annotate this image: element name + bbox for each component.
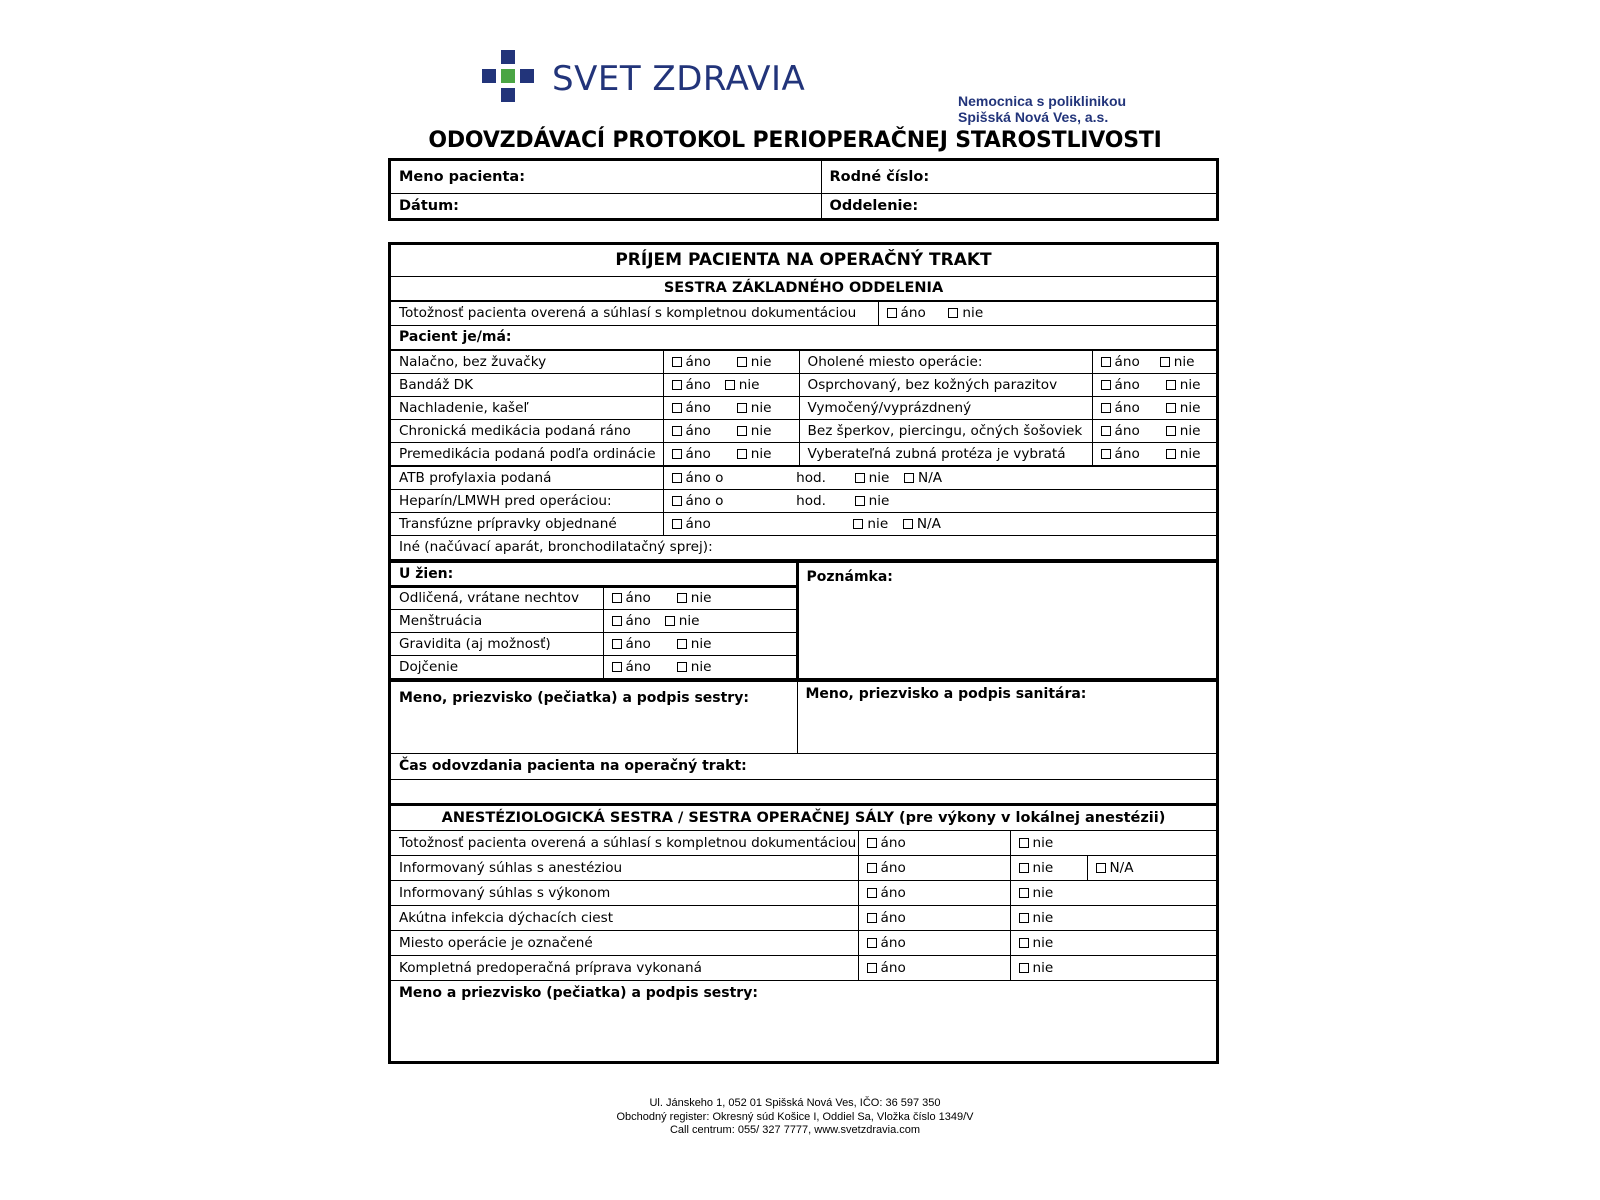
option-yes: áno [880, 910, 906, 926]
identity-yes-checkbox[interactable] [887, 308, 897, 318]
state-left-no-checkbox-5[interactable] [737, 449, 747, 459]
signature-table [391, 679, 1216, 806]
women-no-checkbox-1[interactable] [677, 593, 687, 603]
state-left-label-4: Chronická medikácia podaná ráno [391, 419, 663, 442]
women-row-options-2 [603, 609, 797, 632]
identity-no-checkbox[interactable] [948, 308, 958, 318]
state-right-label-3: Vymočený/vyprázdnený [799, 396, 1092, 419]
logo-text: SVET ZDRAVIA [552, 59, 806, 99]
anesthesia-yes-cell-1 [858, 831, 1010, 856]
atb-na-checkbox[interactable] [904, 473, 914, 483]
option-yes: áno [1114, 376, 1140, 393]
anesthesia-no-cell-1 [1010, 831, 1216, 856]
nurse-signature-label: Meno, priezvisko (pečiatka) a podpis sestry: [399, 689, 749, 706]
option-no: nie [868, 492, 890, 509]
option-yes: áno [685, 399, 711, 416]
transfusion-yes-checkbox[interactable] [672, 519, 682, 529]
department-label: Oddelenie: [829, 197, 919, 214]
option-yes: áno [880, 835, 906, 851]
state-right-label-2: Osprchovaný, bez kožných parazitov [799, 373, 1092, 396]
anesthesia-no-checkbox-3[interactable] [1019, 888, 1029, 898]
state-left-no-checkbox-1[interactable] [737, 357, 747, 367]
state-right-yes-checkbox-2[interactable] [1101, 380, 1111, 390]
atb-o-label: o [715, 469, 724, 486]
reception-title: PRÍJEM PACIENTA NA OPERAČNÝ TRAKT [391, 245, 1216, 276]
state-right-yes-checkbox-3[interactable] [1101, 403, 1111, 413]
option-no: nie [1179, 422, 1201, 439]
heparin-no-checkbox[interactable] [855, 496, 865, 506]
anesthesia-no-cell-2 [1010, 856, 1087, 881]
anesthesia-yes-checkbox-5[interactable] [867, 938, 877, 948]
reception-subtitle: SESTRA ZÁKLADNÉHO ODDELENIA [391, 276, 1216, 300]
birth-number-field[interactable] [821, 161, 1216, 193]
heparin-options [663, 489, 1216, 512]
state-right-yes-checkbox-4[interactable] [1101, 426, 1111, 436]
state-left-options-5 [663, 442, 799, 465]
option-yes: áno [625, 658, 651, 675]
women-no-checkbox-4[interactable] [677, 662, 687, 672]
state-left-no-checkbox-2[interactable] [725, 380, 735, 390]
state-left-label-5: Premedikácia podaná podľa ordinácie [391, 442, 663, 465]
identity-row-table [391, 301, 1216, 350]
birth-number-label: Rodné číslo: [829, 168, 930, 185]
option-yes: áno [1114, 353, 1140, 370]
state-left-label-3: Nachladenie, kašeľ [391, 396, 663, 419]
option-yes: áno [685, 445, 711, 462]
state-right-no-checkbox-5[interactable] [1166, 449, 1176, 459]
anesthesia-yes-checkbox-1[interactable] [867, 838, 877, 848]
state-right-yes-checkbox-5[interactable] [1101, 449, 1111, 459]
anesthesia-no-cell-4 [1010, 906, 1216, 931]
option-no: nie [1179, 445, 1201, 462]
anesthesia-na-checkbox-2[interactable] [1096, 863, 1106, 873]
patient-header [388, 158, 1219, 221]
state-right-no-checkbox-2[interactable] [1166, 380, 1176, 390]
option-yes: áno [685, 515, 711, 532]
option-na: N/A [916, 515, 941, 532]
footer-contact: Call centrum: 055/ 327 7777, www.svetzdravia.com [669, 1124, 921, 1136]
note-field[interactable] [797, 561, 1216, 678]
option-yes: áno [880, 860, 906, 876]
identity-options [878, 301, 1216, 325]
date-label: Dátum: [399, 197, 459, 214]
department-field[interactable] [821, 193, 1216, 218]
anesthesia-yes-cell-3 [858, 881, 1010, 906]
hospital-line-1: Nemocnica s poliklinikou [958, 93, 1127, 109]
women-label: U žien: [391, 561, 797, 586]
option-yes: áno [880, 960, 906, 976]
state-left-yes-checkbox-3[interactable] [672, 403, 682, 413]
option-yes: áno [880, 885, 906, 901]
anesthesia-row-label-1: Totožnosť pacienta overená a súhlasí s kompletnou dokumentáciou [391, 831, 858, 856]
state-right-no-checkbox-4[interactable] [1166, 426, 1176, 436]
anesthesia-yes-cell-6 [858, 956, 1010, 981]
atb-options [663, 466, 1216, 489]
option-na: N/A [1109, 860, 1134, 876]
state-right-label-1: Oholené miesto operácie: [799, 350, 1092, 373]
patient-name-field[interactable] [391, 161, 821, 193]
women-yes-checkbox-1[interactable] [612, 593, 622, 603]
transfusion-options [663, 512, 1216, 535]
option-no: nie [1032, 885, 1054, 901]
option-no: nie [868, 469, 890, 486]
anesthesia-yes-checkbox-3[interactable] [867, 888, 877, 898]
women-row-options-3 [603, 632, 797, 655]
footer-register: Obchodný register: Okresný súd Košice I, Oddiel Sa, Vložka číslo 1349/V [616, 1110, 974, 1123]
option-no: nie [1179, 376, 1201, 393]
anesthesia-no-checkbox-5[interactable] [1019, 938, 1029, 948]
atb-no-checkbox[interactable] [855, 473, 865, 483]
option-yes: áno [900, 305, 926, 321]
option-no: nie [690, 590, 712, 606]
heparin-hod-label: hod. [796, 492, 826, 509]
option-no: nie [1032, 835, 1054, 851]
women-row-label-3: Gravidita (aj možnosť) [391, 632, 603, 655]
transfusion-na-checkbox[interactable] [903, 519, 913, 529]
option-yes: áno [685, 353, 711, 370]
option-yes: áno [625, 635, 651, 652]
anesthesia-signature-label: Meno a priezvisko (pečiatka) a podpis sestry: [399, 985, 758, 1001]
state-left-no-checkbox-4[interactable] [737, 426, 747, 436]
anesthesia-row-label-5: Miesto operácie je označené [391, 931, 858, 956]
anesthesia-no-checkbox-6[interactable] [1019, 963, 1029, 973]
option-yes: áno [685, 492, 711, 509]
option-no: nie [1173, 353, 1195, 370]
hospital-line-2: Spišská Nová Ves, a.s. [958, 109, 1109, 125]
anesthesia-yes-cell-5 [858, 931, 1010, 956]
footer-address: Ul. Jánskeho 1, 052 01 Spišská Nová Ves, IČO: 36 597 350 [649, 1097, 941, 1109]
state-right-options-4 [1092, 419, 1216, 442]
option-no: nie [1032, 960, 1054, 976]
state-right-label-5: Vyberateľná zubná protéza je vybratá [799, 442, 1092, 465]
state-left-yes-checkbox-2[interactable] [672, 380, 682, 390]
state-left-yes-checkbox-5[interactable] [672, 449, 682, 459]
footer [380, 1097, 1210, 1138]
nurse-signature-field[interactable] [391, 680, 797, 753]
option-no: nie [678, 612, 700, 629]
option-no: nie [750, 445, 772, 462]
women-note-table [391, 560, 1216, 679]
anesthesia-no-cell-3 [1010, 881, 1216, 906]
other-field[interactable] [391, 535, 1216, 559]
women-yes-checkbox-2[interactable] [612, 616, 622, 626]
transfusion-no-checkbox[interactable] [853, 519, 863, 529]
anesthesia-no-checkbox-2[interactable] [1019, 863, 1029, 873]
option-no: nie [690, 635, 712, 652]
heparin-o-label: o [715, 492, 724, 509]
patient-has-label: Pacient je/má: [391, 325, 1216, 349]
option-yes: áno [685, 469, 711, 486]
date-field[interactable] [391, 193, 821, 218]
patient-state-table [391, 350, 1216, 466]
anesthesia-row-label-2: Informovaný súhlas s anestéziou [391, 856, 858, 881]
women-no-checkbox-3[interactable] [677, 639, 687, 649]
state-right-yes-checkbox-1[interactable] [1101, 357, 1111, 367]
state-right-options-1 [1092, 350, 1216, 373]
main-form [388, 242, 1219, 1064]
document-title: ODOVZDÁVACÍ PROTOKOL PERIOPERAČNEJ STAROSTLIVOSTI [428, 128, 1162, 153]
state-right-options-5 [1092, 442, 1216, 465]
women-row-label-2: Menštruácia [391, 609, 603, 632]
hospital-name [958, 93, 1126, 125]
option-no: nie [1032, 860, 1054, 876]
orderly-signature-field[interactable] [797, 680, 1216, 753]
option-no: nie [962, 305, 984, 321]
state-right-no-checkbox-1[interactable] [1160, 357, 1170, 367]
women-row-options-4 [603, 655, 797, 678]
option-na: N/A [918, 469, 943, 486]
heparin-yes-checkbox[interactable] [672, 496, 682, 506]
option-yes: áno [625, 590, 651, 606]
state-left-yes-checkbox-1[interactable] [672, 357, 682, 367]
anesthesia-yes-cell-4 [858, 906, 1010, 931]
state-left-options-2 [663, 373, 799, 396]
option-no: nie [750, 353, 772, 370]
anesthesia-no-cell-6 [1010, 956, 1216, 981]
state-left-options-1 [663, 350, 799, 373]
anesthesia-no-checkbox-4[interactable] [1019, 913, 1029, 923]
women-no-checkbox-2[interactable] [665, 616, 675, 626]
patient-name-label: Meno pacienta: [399, 168, 525, 185]
women-row-options-1 [603, 586, 797, 609]
option-yes: áno [685, 376, 711, 393]
option-yes: áno [1114, 445, 1140, 462]
handover-time-label: Čas odovzdania pacienta na operačný trakt: [391, 753, 1216, 779]
atb-yes-checkbox[interactable] [672, 473, 682, 483]
anesthesia-yes-checkbox-4[interactable] [867, 913, 877, 923]
atb-label: ATB profylaxia podaná [391, 466, 663, 489]
anesthesia-yes-cell-2 [858, 856, 1010, 881]
option-no: nie [738, 376, 760, 393]
anesthesia-na-cell-2 [1087, 856, 1216, 881]
state-right-no-checkbox-3[interactable] [1166, 403, 1176, 413]
medication-table [391, 466, 1216, 560]
logo [482, 50, 806, 110]
option-no: nie [867, 515, 889, 532]
option-no: nie [690, 658, 712, 675]
option-no: nie [1032, 935, 1054, 951]
anesthesia-row-label-3: Informovaný súhlas s výkonom [391, 881, 858, 906]
option-yes: áno [1114, 399, 1140, 416]
anesthesia-no-cell-5 [1010, 931, 1216, 956]
anesthesia-table [391, 806, 1216, 1054]
other-label: Iné (načúvací aparát, bronchodilatačný sprej): [399, 539, 713, 555]
option-no: nie [1179, 399, 1201, 416]
option-no: nie [750, 399, 772, 416]
atb-hod-label: hod. [796, 469, 826, 486]
option-no: nie [1032, 910, 1054, 926]
state-left-no-checkbox-3[interactable] [737, 403, 747, 413]
logo-cross-icon [482, 50, 534, 106]
state-right-label-4: Bez šperkov, piercingu, očných šošoviek [799, 419, 1092, 442]
reception-header [391, 245, 1216, 301]
option-yes: áno [880, 935, 906, 951]
handover-time-input[interactable] [391, 779, 1216, 804]
state-left-options-4 [663, 419, 799, 442]
women-row-label-4: Dojčenie [391, 655, 603, 678]
state-left-options-3 [663, 396, 799, 419]
state-right-options-3 [1092, 396, 1216, 419]
anesthesia-signature-field[interactable] [391, 981, 1216, 1054]
transfusion-label: Transfúzne prípravky objednané [391, 512, 663, 535]
anesthesia-no-checkbox-1[interactable] [1019, 838, 1029, 848]
option-yes: áno [625, 612, 651, 629]
note-label: Poznámka: [806, 568, 893, 585]
state-right-options-2 [1092, 373, 1216, 396]
state-left-yes-checkbox-4[interactable] [672, 426, 682, 436]
women-yes-checkbox-3[interactable] [612, 639, 622, 649]
anesthesia-yes-checkbox-6[interactable] [867, 963, 877, 973]
heparin-label: Heparín/LMWH pred operáciou: [391, 489, 663, 512]
women-row-label-1: Odličená, vrátane nechtov [391, 586, 603, 609]
anesthesia-row-label-4: Akútna infekcia dýchacích ciest [391, 906, 858, 931]
anesthesia-yes-checkbox-2[interactable] [867, 863, 877, 873]
anesthesia-row-label-6: Kompletná predoperačná príprava vykonaná [391, 956, 858, 981]
option-yes: áno [1114, 422, 1140, 439]
option-yes: áno [685, 422, 711, 439]
anesthesia-title: ANESTÉZIOLOGICKÁ SESTRA / SESTRA OPERAČNEJ SÁLY (pre výkony v lokálnej anestézii) [391, 806, 1216, 831]
identity-label: Totožnosť pacienta overená a súhlasí s kompletnou dokumentáciou [391, 301, 878, 325]
women-yes-checkbox-4[interactable] [612, 662, 622, 672]
state-left-label-2: Bandáž DK [391, 373, 663, 396]
state-left-label-1: Nalačno, bez žuvačky [391, 350, 663, 373]
option-no: nie [750, 422, 772, 439]
orderly-signature-label: Meno, priezvisko a podpis sanitára: [805, 685, 1087, 702]
